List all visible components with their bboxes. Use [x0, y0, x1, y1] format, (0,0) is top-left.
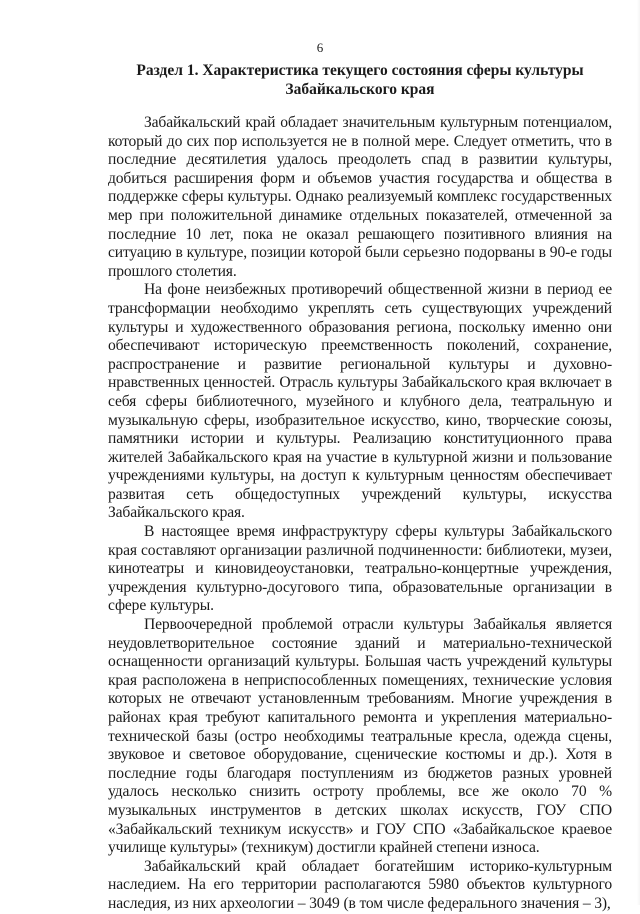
paragraph: В настоящее время инфраструктуру сферы культуры Забайкальского края составляют организации различной подчиненности: библиотеки, музеи, кинотеатры и киновидеоустановки, театрально-концертные учреждения, учреждения культурно-досугового типа, образовательные организации в сфере культуры.	[108, 523, 612, 615]
paragraph: Забайкальский край обладает значительным культурным потенциалом, который до сих пор используется не в полной мере. Следует отметить, что в последние десятилетия удалось преодолеть спад в развитии культуры, добиться расширения форм и объемов участия государства и общества в поддержке сферы культуры. Однако реализуемый комплекс государственных мер при положительной динамике отдельных показателей, отмеченной за последние 10 лет, пока не оказал решающего позитивного влияния на ситуацию в культуре, позиции которой были серьезно подорваны в 90-е годы прошлого столетия.	[108, 114, 612, 280]
document-body	[108, 114, 612, 914]
page-number: 6	[316, 40, 324, 55]
paragraph: На фоне неизбежных противоречий общественной жизни в период ее трансформации необходимо укреплять сеть существующих учреждений культуры и художественного образования региона, поскольку именно они обеспечивают историческую преемственность поколений, сохранение, распространение и развитие региональной культуры и духовно-нравственных ценностей. Отрасль культуры Забайкальского края включает в себя сферы библиотечного, музейного и клубного дела, театральную и музыкальную сферы, изобразительное искусство, кино, творческие союзы, памятники истории и культуры. Реализацию конституционного права жителей Забайкальского края на участие в культурной жизни и пользование учреждениями культуры, на доступ к культурным ценностям обеспечивает развитая сеть общедоступных учреждений культуры, искусства Забайкальского края.	[108, 281, 612, 522]
section-heading: Раздел 1. Характеристика текущего состояния сферы культуры Забайкальского края	[136, 62, 584, 98]
paragraph: Первоочередной проблемой отрасли культуры Забайкалья является неудовлетворительное состояние зданий и материально-технической оснащенности организаций культуры. Большая часть учреждений культуры края расположена в неприспособленных помещениях, технические условия которых не отвечают установленным требованиям. Многие учреждения в районах края требуют капитального ремонта и укрепления материально-технической базы (остро необходимы театральные кресла, одежда сцены, звуковое и световое оборудование, сценические костюмы и др.). Хотя в последние годы благодаря поступлениям из бюджетов разных уровней удалось несколько снизить остроту проблемы, все же около 70 % музыкальных инструментов в детских школах искусств, ГОУ СПО «Забайкальский техникум искусств» и ГОУ СПО «Забайкальское краевое училище культуры» (техникум) достигли крайней степени износа.	[108, 616, 612, 857]
paragraph: Забайкальский край обладает богатейшим историко-культурным наследием. На его территории располагаются 5980 объектов культурного наследия, из них археологии – 3049 (в том числе федерального значения – 3),	[108, 857, 612, 912]
